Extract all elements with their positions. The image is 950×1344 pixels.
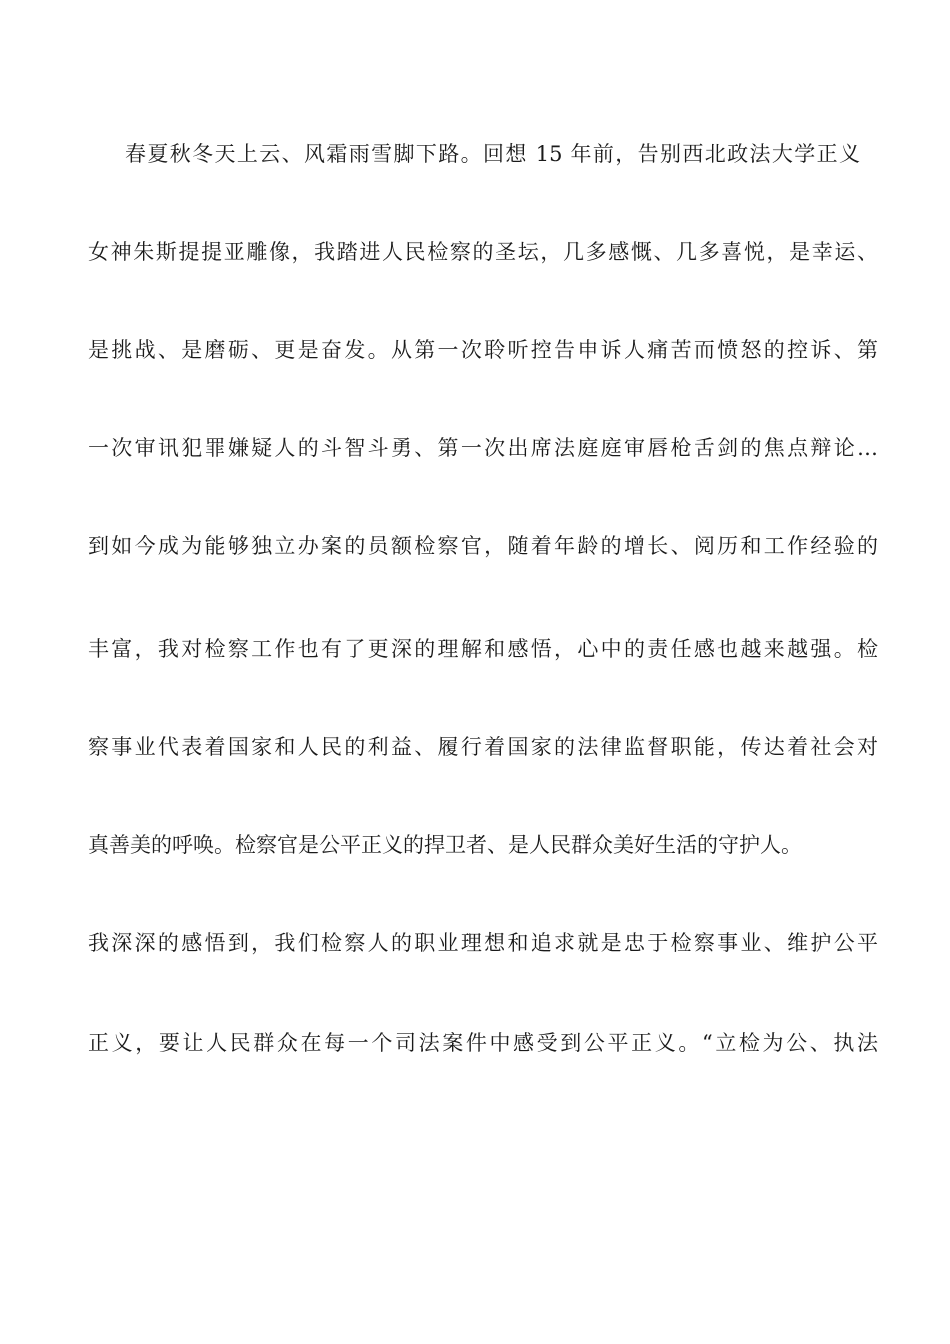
paragraph-line-10: 正义，要让人民群众在每一个司法案件中感受到公平正义。“立检为公、执法 — [88, 1031, 878, 1055]
paragraph-line-7: 察事业代表着国家和人民的利益、履行着国家的法律监督职能，传达着社会对 — [88, 735, 878, 759]
paragraph-line-3: 是挑战、是磨砺、更是奋发。从第一次聆听控告申诉人痛苦而愤怒的控诉、第 — [88, 338, 878, 362]
paragraph-line-9: 我深深的感悟到，我们检察人的职业理想和追求就是忠于检察事业、维护公平 — [88, 931, 878, 955]
paragraph-line-4: 一次审讯犯罪嫌疑人的斗智斗勇、第一次出席法庭庭审唇枪舌剑的焦点辩论… — [88, 436, 878, 460]
paragraph-line-2: 女神朱斯提提亚雕像，我踏进人民检察的圣坛，几多感慨、几多喜悦，是幸运、 — [88, 240, 878, 264]
paragraph-line-8: 真善美的呼唤。检察官是公平正义的捍卫者、是人民群众美好生活的守护人。 — [88, 833, 802, 857]
paragraph-line-1: 春夏秋冬天上云、风霜雨雪脚下路。回想 15 年前，告别西北政法大学正义 — [125, 142, 860, 166]
paragraph-line-6: 丰富，我对检察工作也有了更深的理解和感悟，心中的责任感也越来越强。检 — [88, 637, 878, 661]
paragraph-line-5: 到如今成为能够独立办案的员额检察官，随着年龄的增长、阅历和工作经验的 — [88, 534, 878, 558]
